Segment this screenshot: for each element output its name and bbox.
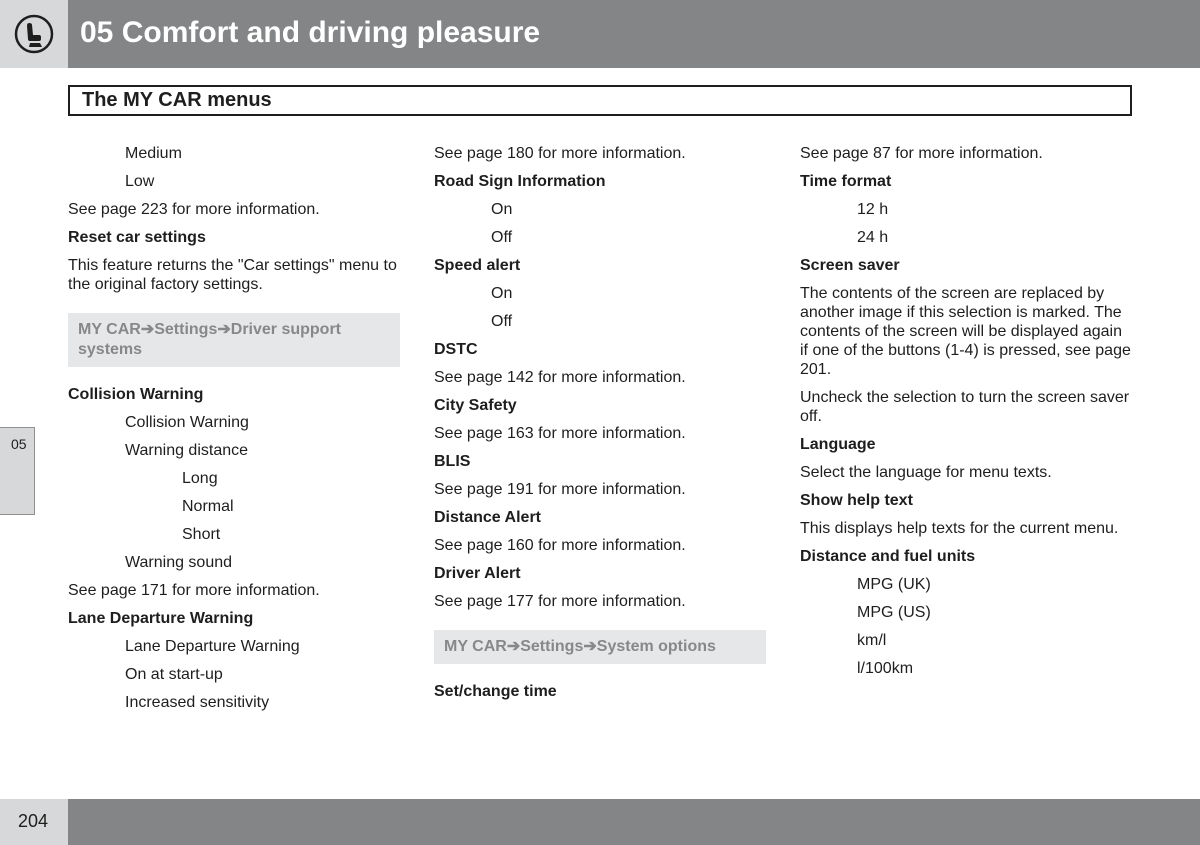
option-on-at-start-up: On at start-up bbox=[125, 666, 223, 683]
paragraph-help-text: This displays help texts for the current menu. bbox=[800, 520, 1119, 537]
column-1 bbox=[68, 140, 400, 717]
arrow-right-icon: ➔ bbox=[140, 321, 155, 338]
paragraph-reset: This feature returns the "Car settings" menu to the original factory settings. bbox=[68, 257, 397, 293]
option-normal: Normal bbox=[182, 498, 234, 515]
option-12h: 12 h bbox=[857, 201, 889, 218]
menu-path-item: MY CAR bbox=[78, 321, 141, 338]
option-lane-departure-warning: Lane Departure Warning bbox=[125, 638, 300, 655]
seat-icon bbox=[14, 14, 54, 54]
option-off: Off bbox=[491, 313, 513, 330]
arrow-right-icon: ➔ bbox=[217, 321, 231, 338]
column-3 bbox=[800, 140, 1132, 683]
page-reference: See page 163 for more information. bbox=[434, 425, 686, 442]
option-collision-warning: Collision Warning bbox=[125, 414, 249, 431]
page-number: 204 bbox=[18, 811, 49, 831]
page-reference: See page 177 for more information. bbox=[434, 593, 686, 610]
option-medium: Medium bbox=[125, 145, 182, 162]
option-increased-sensitivity: Increased sensitivity bbox=[125, 694, 270, 711]
page-footer bbox=[0, 799, 1200, 845]
option-km-l: km/l bbox=[857, 632, 887, 649]
option-off: Off bbox=[491, 229, 513, 246]
heading-road-sign-information: Road Sign Information bbox=[434, 173, 606, 190]
menu-path-item: MY CAR bbox=[444, 638, 507, 655]
option-short: Short bbox=[182, 526, 221, 543]
heading-distance-alert: Distance Alert bbox=[434, 509, 541, 526]
page-reference: See page 180 for more information. bbox=[434, 145, 686, 162]
option-on: On bbox=[491, 201, 513, 218]
option-mpg-uk: MPG (UK) bbox=[857, 576, 931, 593]
heading-driver-alert: Driver Alert bbox=[434, 565, 521, 582]
option-on: On bbox=[491, 285, 513, 302]
heading-language: Language bbox=[800, 436, 876, 453]
page-number-box bbox=[0, 799, 68, 845]
column-2 bbox=[434, 140, 766, 706]
paragraph-screen-saver: The contents of the screen are replaced by another image if this selection is marked. The contents of the screen will be displayed again if one of the buttons (1-4) is pressed, see page 201. bbox=[800, 285, 1131, 378]
chapter-side-tab bbox=[0, 427, 35, 515]
heading-set-change-time: Set/change time bbox=[434, 683, 557, 700]
option-long: Long bbox=[182, 470, 218, 487]
heading-reset-car-settings: Reset car settings bbox=[68, 229, 206, 246]
page-reference: See page 160 for more information. bbox=[434, 537, 686, 554]
arrow-right-icon: ➔ bbox=[583, 638, 597, 655]
menu-path-item: Settings bbox=[154, 321, 218, 338]
paragraph-language: Select the language for menu texts. bbox=[800, 464, 1052, 481]
heading-show-help-text: Show help text bbox=[800, 492, 913, 509]
chapter-header bbox=[0, 0, 1200, 68]
chapter-icon-box bbox=[0, 0, 68, 68]
page-reference: See page 171 for more information. bbox=[68, 582, 320, 599]
menu-path-driver-support bbox=[68, 313, 400, 367]
heading-city-safety: City Safety bbox=[434, 397, 517, 414]
menu-path-item: System options bbox=[596, 638, 716, 655]
option-24h: 24 h bbox=[857, 229, 889, 246]
option-warning-sound: Warning sound bbox=[125, 554, 233, 571]
menu-path-system-options bbox=[434, 630, 766, 664]
heading-collision-warning: Collision Warning bbox=[68, 386, 204, 403]
page-reference: See page 191 for more information. bbox=[434, 481, 686, 498]
heading-screen-saver: Screen saver bbox=[800, 257, 900, 274]
heading-time-format: Time format bbox=[800, 173, 892, 190]
section-title-box bbox=[68, 85, 1132, 116]
option-low: Low bbox=[125, 173, 155, 190]
chapter-title: 05 Comfort and driving pleasure bbox=[80, 16, 541, 49]
page-reference: See page 142 for more information. bbox=[434, 369, 686, 386]
menu-path-item: Settings bbox=[520, 638, 584, 655]
menu-path-item: Driver support systems bbox=[78, 321, 342, 358]
heading-blis: BLIS bbox=[434, 453, 471, 470]
option-warning-distance: Warning distance bbox=[125, 442, 249, 459]
paragraph-uncheck: Uncheck the selection to turn the screen saver off. bbox=[800, 389, 1130, 425]
section-title: The MY CAR menus bbox=[82, 89, 272, 111]
heading-dstc: DSTC bbox=[434, 341, 478, 358]
option-mpg-us: MPG (US) bbox=[857, 604, 931, 621]
page-reference: See page 87 for more information. bbox=[800, 145, 1043, 162]
heading-lane-departure-warning: Lane Departure Warning bbox=[68, 610, 254, 627]
chapter-tab-number: 05 bbox=[11, 436, 27, 452]
arrow-right-icon: ➔ bbox=[506, 638, 521, 655]
heading-distance-fuel-units: Distance and fuel units bbox=[800, 548, 976, 565]
page-reference: See page 223 for more information. bbox=[68, 201, 320, 218]
option-l-100km: l/100km bbox=[857, 660, 914, 677]
heading-speed-alert: Speed alert bbox=[434, 257, 521, 274]
